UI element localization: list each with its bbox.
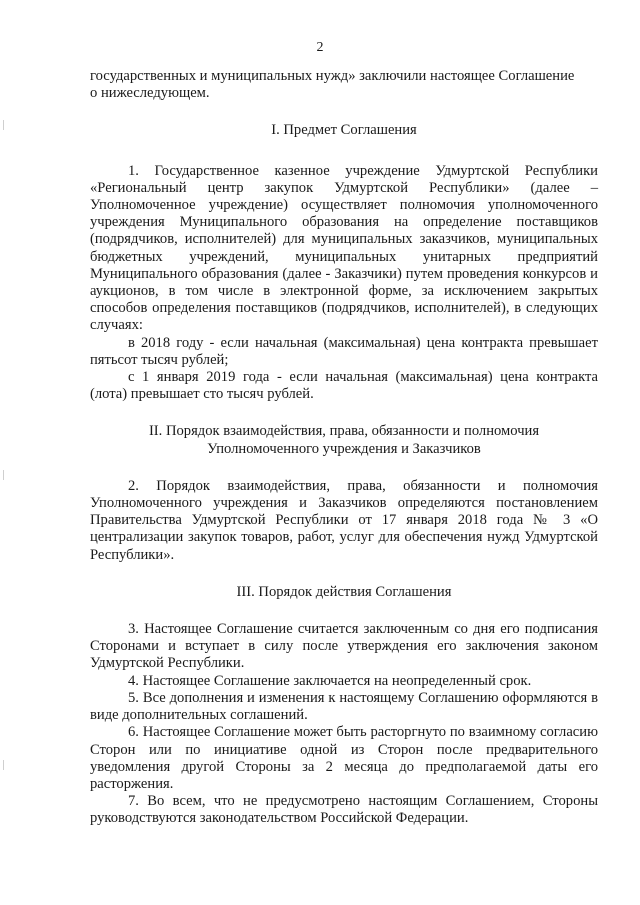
section-3-paragraph-1: 3. Настоящее Соглашение считается заключенным со дня его подписания Сторонами и вступает в силу после утверждения его заключения законом Удмуртской Республики. bbox=[90, 621, 598, 672]
scan-edge-mark bbox=[3, 760, 4, 770]
section-3-paragraph-2: 4. Настоящее Соглашение заключается на неопределенный срок. bbox=[128, 672, 532, 689]
document-body bbox=[90, 68, 598, 828]
intro-line-1: государственных и муниципальных нужд» заключили настоящее Соглашение bbox=[90, 68, 575, 84]
scan-edge-mark bbox=[3, 120, 4, 130]
section-2-title-line-2: Уполномоченного учреждения и Заказчиков bbox=[207, 440, 481, 457]
section-3-paragraph-5: 7. Во всем, что не предусмотрено настоящим Соглашением, Стороны руководствуются законодательством Российской Федерации. bbox=[90, 793, 598, 827]
scan-edge-mark bbox=[3, 470, 4, 480]
section-2-paragraph-1: 2. Порядок взаимодействия, права, обязанности и полномочия Уполномоченного учреждения и Заказчиков определяются постановлением Правительства Удмуртской Республики от 17 января 2018 года № 3 «О централизации закупок товаров, работ, услуг для обеспечения нужд Удмуртской Республики». bbox=[90, 477, 598, 563]
section-2-title-line-1: II. Порядок взаимодействия, права, обязанности и полномочия bbox=[148, 423, 540, 440]
section-1-paragraph-2: в 2018 году - если начальная (максимальная) цена контракта превышает пятьсот тысяч рублей; bbox=[90, 334, 598, 368]
section-1-paragraph-3: с 1 января 2019 года - если начальная (максимальная) цена контракта (лота) превышает сто тысяч рублей. bbox=[90, 369, 598, 403]
intro-line-2: о нижеследующем. bbox=[90, 85, 210, 102]
section-3-title: III. Порядок действия Соглашения bbox=[236, 583, 452, 600]
section-3-paragraph-3: 5. Все дополнения и изменения к настоящему Соглашению оформляются в виде дополнительных соглашений. bbox=[90, 689, 598, 724]
section-1-paragraph-1: 1. Государственное казенное учреждение Удмуртской Республики «Региональный центр закупок Удмуртской Республики» (далее – Уполномоченное учреждение) осуществляет полномочия уполномоченного учреждения Муниципального образования на определение поставщиков (подрядчиков, исполнителей) для муниципальных заказчиков, муниципальных бюджетных учреждений, муниципальных унитарных предприятий Муниципального образования (далее - Заказчики) путем проведения конкурсов и аукционов, в том числе в электронной форме, за исключением закрытых способов определения поставщиков (подрядчиков, исполнителей), в следующих случаях: bbox=[90, 162, 598, 334]
section-3-paragraph-4: 6. Настоящее Соглашение может быть расторгнуто по взаимному согласию Сторон или по инициативе одной из Сторон после предварительного уведомления другой Стороны за 2 месяца до предполагаемой даты его расторжения. bbox=[90, 724, 598, 792]
section-1-title: I. Предмет Соглашения bbox=[271, 122, 417, 139]
page-number: 2 bbox=[316, 40, 324, 55]
